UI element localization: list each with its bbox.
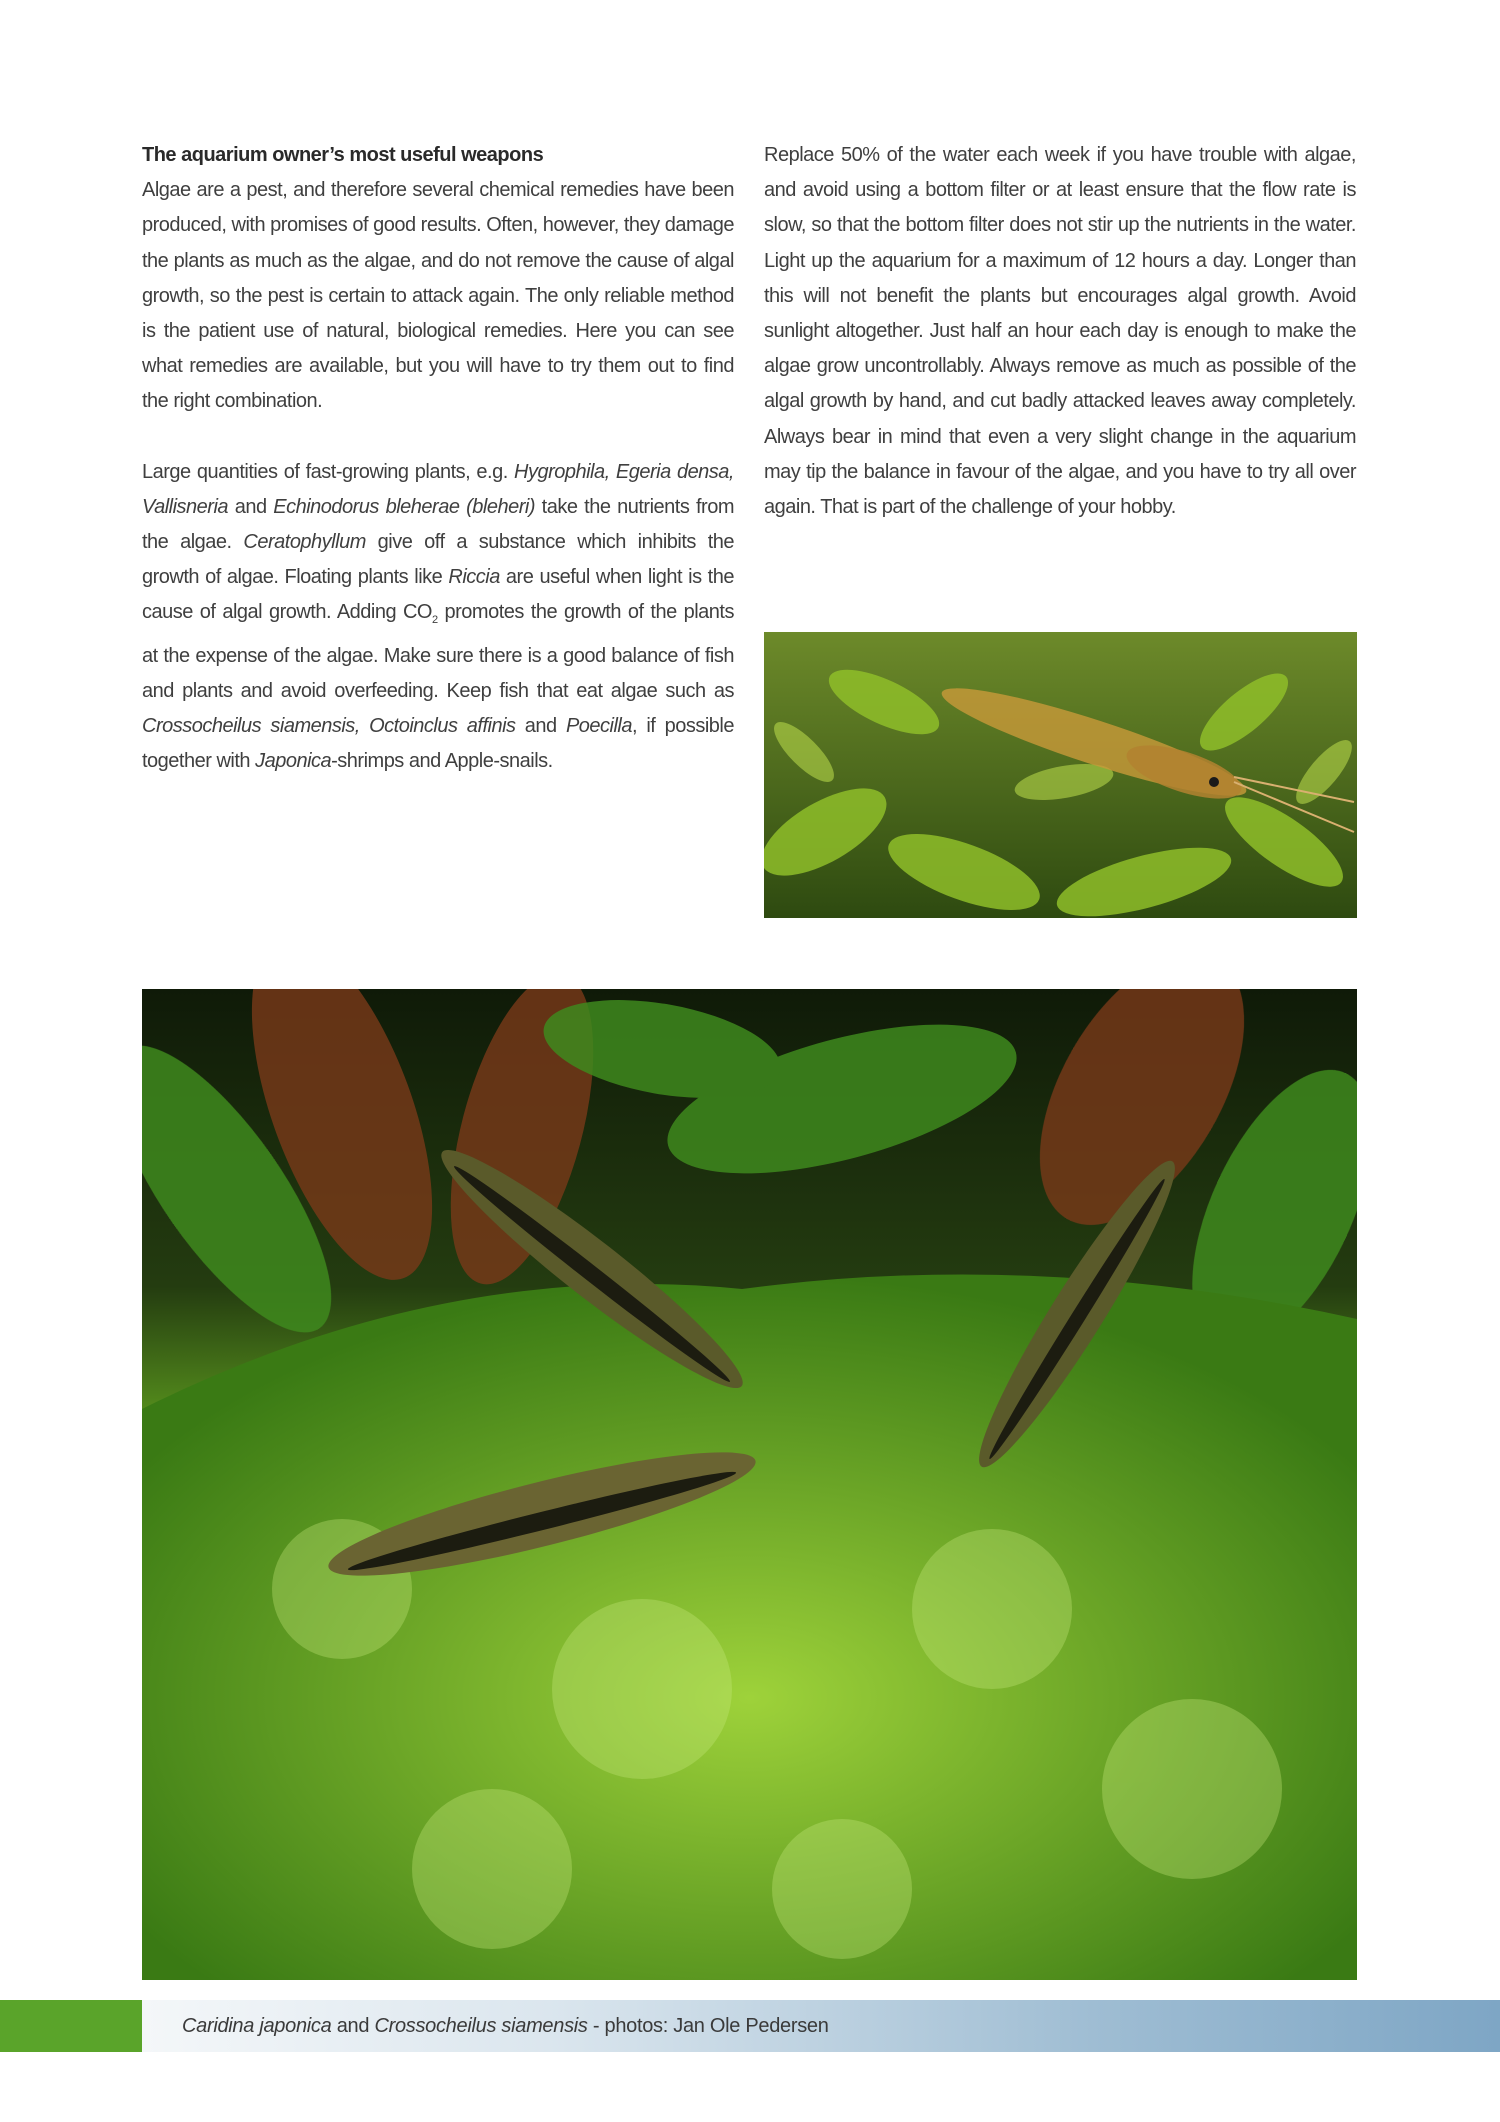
species-name: Echinodorus bleherae (bleheri) <box>273 495 535 518</box>
caption-bar <box>142 2000 1500 2052</box>
text-run: take the nutrients from the algae. <box>142 495 734 554</box>
text-run: , if possible together with <box>142 715 734 773</box>
text-run: -shrimps and Apple-snails. <box>331 750 553 773</box>
fish-photo <box>142 989 1357 1980</box>
species-name: Hygrophila, Egeria densa, Vallisneria <box>142 460 734 518</box>
text-run: Large quantities of fast-growing plants, e.g. <box>142 460 515 483</box>
text-run: and <box>228 495 274 518</box>
species-name: Crossocheilus siamensis, Octoinclus affinis <box>142 715 516 738</box>
text-run: - photos: Jan Ole Pedersen <box>587 2015 829 2037</box>
text-run: are useful when light is the cause of algal growth. Adding CO <box>142 566 734 624</box>
text-run: and <box>331 2015 375 2037</box>
paragraph-remedies <box>142 455 734 780</box>
left-column <box>142 138 734 779</box>
species-name: Japonica <box>255 750 332 773</box>
accent-green-tab <box>0 2000 142 2052</box>
paragraph-intro: Algae are a pest, and therefore several chemical remedies have been produced, with promises of good results. Often, however, they damage the plants as much as the algae, and do not remove the cause of algal growth, so the pest is certain to attack again. The only reliable method is the patient use of natural, biological remedies. Here you can see what remedies are available, but you will have to try them out to find the right combination. <box>142 179 734 413</box>
section-heading: The aquarium owner’s most useful weapons <box>142 144 544 166</box>
text-run: promotes the growth of the plants at the expense of the algae. Make sure there is a good balance of fish and plants and avoid overfeeding. Keep fish that eat algae such as <box>142 601 734 702</box>
text-run: give off a substance which inhibits the growth of algae. Floating plants like <box>142 531 734 589</box>
species-name: Crossocheilus siamensis <box>374 2015 588 2037</box>
species-name: Ceratophyllum <box>243 531 366 554</box>
photo-caption <box>182 2000 829 2052</box>
right-column <box>764 138 1356 525</box>
text-run: and <box>515 715 566 738</box>
species-name: Caridina japonica <box>182 2015 332 2037</box>
paragraph-maintenance: Replace 50% of the water each week if you have trouble with algae, and avoid using a bottom filter or at least ensure that the flow rate is slow, so that the bottom filter does not stir up the nutrients in the water. Light up the aquarium for a maximum of 12 hours a day. Longer than this will not benefit the plants but encourages algal growth. Avoid sunlight altogether. Just half an hour each day is enough to make the algae grow uncontrollably. Always remove as much as possible of the algal growth by hand, and cut badly attacked leaves away completely. Always bear in mind that even a very slight change in the aquarium may tip the balance in favour of the algae, and you have to try all over again. That is part of the challenge of your hobby. <box>764 144 1356 519</box>
species-name: Poecilla <box>565 715 632 738</box>
species-name: Riccia <box>448 566 500 589</box>
shrimp-photo <box>764 632 1357 918</box>
subscript: 2 <box>432 614 438 627</box>
